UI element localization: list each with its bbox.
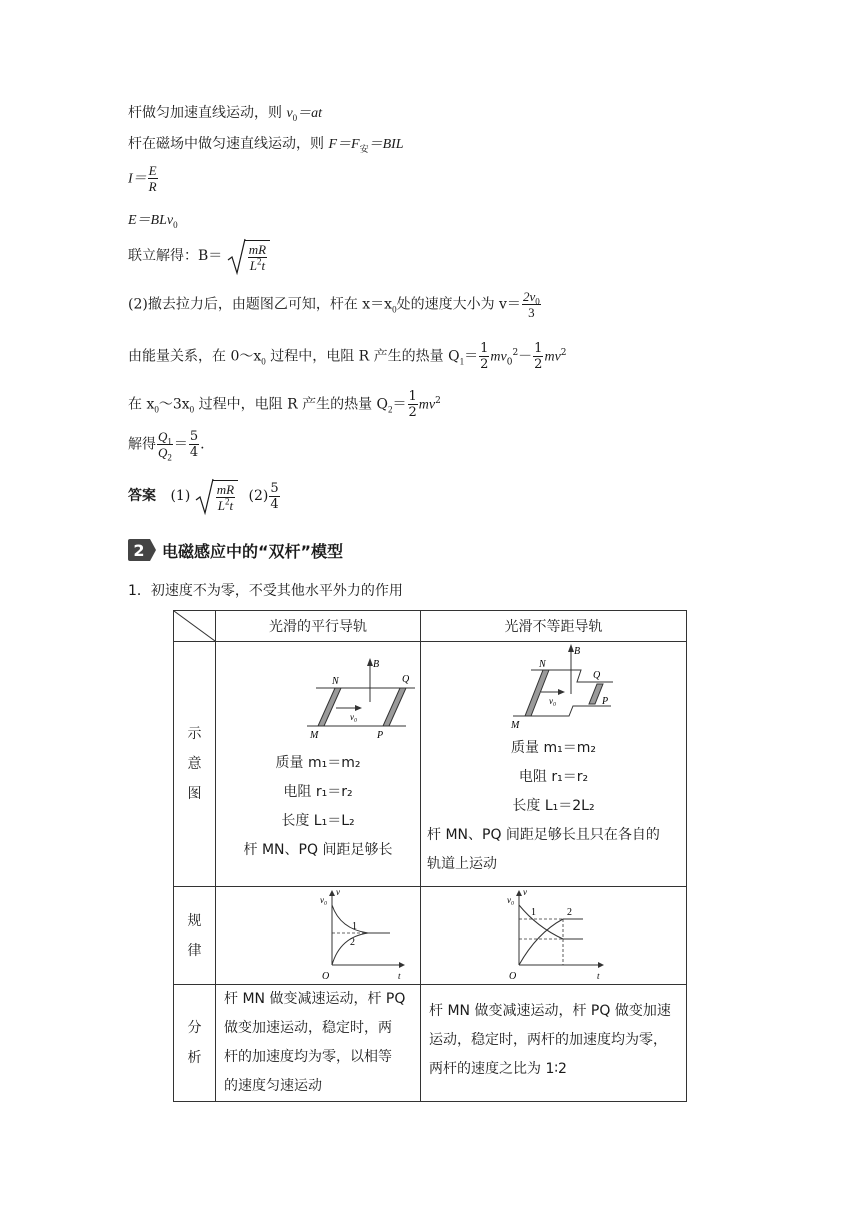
square-root: $\frac{mR}{L^2t}$ xyxy=(195,480,238,512)
parallel-rails-diagram xyxy=(216,642,420,747)
svg-text:1: 1 xyxy=(352,921,357,932)
rod-pq xyxy=(383,688,406,726)
section-number-badge: 2 xyxy=(128,539,150,561)
diagonal-line-icon xyxy=(174,611,215,641)
svg-text:N: N xyxy=(539,659,546,670)
velocity-graph-unequal xyxy=(421,887,686,983)
svg-text:M: M xyxy=(511,720,520,731)
solution-line-5: 联立解得：B＝ $\frac{mR}{L^2t}$ xyxy=(128,240,270,272)
row-label-analysis: 分 析 xyxy=(174,985,216,1102)
solution-line-2: 杆在磁场中做匀速直线运动，则 $F=F_安=BIL$ xyxy=(128,136,404,155)
svg-text:v: v xyxy=(336,887,340,897)
svg-text:O: O xyxy=(509,971,517,982)
radical-sign-icon xyxy=(195,478,215,516)
svg-text:M: M xyxy=(310,730,319,741)
svg-text:Q: Q xyxy=(593,670,601,681)
solution-line-8: 在 $x_0\sim 3x_0$ 过程中，电阻 R 产生的热量 $Q_2=$ $\frac{1}{2}$ $mv^2$ xyxy=(128,389,441,420)
unequal-specs: 质量 m₁＝m₂ 电阻 r₁＝r₂ 长度 L₁＝2L₂ 杆 MN、PQ 间距足够长且只在各自的 轨道上运动 xyxy=(427,740,660,872)
rod-pq xyxy=(589,684,603,704)
parallel-analysis-cell: 杆 MN 做变减速运动，杆 PQ 做变加速运动，稳定时，两 杆的加速度均为零，以相等 的速度匀速运动 xyxy=(216,985,421,1102)
subtitle: 1．初速度不为零，不受其他水平外力的作用 xyxy=(128,583,403,599)
section-title: 电磁感应中的“双杆”模型 xyxy=(162,541,344,561)
answer-line: 答案 (1) $\frac{mR}{L^2t}$ (2) $\frac{5}{4}$ xyxy=(128,480,281,512)
solution-line-1: 杆做匀加速直线运动，则 $v_0=at$ xyxy=(128,105,323,123)
svg-text:v₀: v₀ xyxy=(507,895,515,905)
svg-text:N: N xyxy=(332,676,339,687)
svg-text:t: t xyxy=(398,971,401,981)
svg-text:Q: Q xyxy=(402,674,410,685)
solution-line-7: 由能量关系，在 $0\sim x_0$ 过程中，电阻 R 产生的热量 $Q_1=$ $\frac{1}{2}$ $mv_0^2-$ $\frac{1}{2}$ $mv^2$ xyxy=(128,341,567,372)
corner-cell xyxy=(174,611,216,642)
comparison-table xyxy=(173,610,687,1102)
rod-mn xyxy=(525,670,549,716)
solution-line-4: E＝BLv$_0$ xyxy=(128,213,178,230)
parallel-specs: 质量 m₁＝m₂ 电阻 r₁＝r₂ 长度 L₁＝L₂ 杆 MN、PQ 间距足够长 xyxy=(243,755,393,858)
solution-line-6: (2)撤去拉力后，由题图乙可知，杆在 $x=x_0$处的速度大小为 v＝ $\frac{2v_0}{3}$ xyxy=(128,289,540,320)
svg-text:P: P xyxy=(377,730,384,741)
rod-pq xyxy=(318,688,341,726)
fraction: $\frac{E}{R}$ xyxy=(148,163,157,194)
section-heading xyxy=(128,538,343,562)
row-label-diagram: 示 意 图 xyxy=(174,642,216,887)
solution-line-9: 解得 $\frac{Q_1}{Q_2}$ ＝ $\frac{5}{4}$ . xyxy=(128,429,205,463)
row-label-pattern: 规 律 xyxy=(174,887,216,985)
unequal-graph-cell xyxy=(421,887,687,985)
svg-text:P: P xyxy=(602,696,609,707)
unequal-analysis-cell: 杆 MN 做变减速运动，杆 PQ 做变加速 运动，稳定时，两杆的加速度均为零， 两杆的速度之比为 1∶2 xyxy=(421,985,687,1102)
parallel-rails-cell xyxy=(216,642,421,887)
svg-text:O: O xyxy=(322,971,330,982)
svg-text:v₀: v₀ xyxy=(320,895,328,905)
square-root: $\frac{mR}{L^2t}$ xyxy=(227,240,270,272)
svg-text:2: 2 xyxy=(567,907,572,918)
header-parallel-rails: 光滑的平行导轨 xyxy=(216,611,421,642)
svg-text:2: 2 xyxy=(350,937,355,948)
unequal-rails-cell xyxy=(421,642,687,887)
solution-line-3: I＝ $\frac{E}{R}$ xyxy=(128,163,157,194)
svg-text:B: B xyxy=(574,646,581,657)
unequal-rails-diagram xyxy=(421,642,686,734)
svg-text:v: v xyxy=(523,887,527,897)
svg-text:t: t xyxy=(597,971,600,981)
velocity-graph-parallel xyxy=(216,887,420,983)
header-unequal-rails: 光滑不等距导轨 xyxy=(421,611,687,642)
svg-text:1: 1 xyxy=(531,907,536,918)
svg-text:B: B xyxy=(373,659,380,670)
radical-sign-icon xyxy=(227,238,247,276)
svg-text:v₀: v₀ xyxy=(549,696,557,706)
parallel-graph-cell xyxy=(216,887,421,985)
svg-text:v₀: v₀ xyxy=(350,712,358,722)
